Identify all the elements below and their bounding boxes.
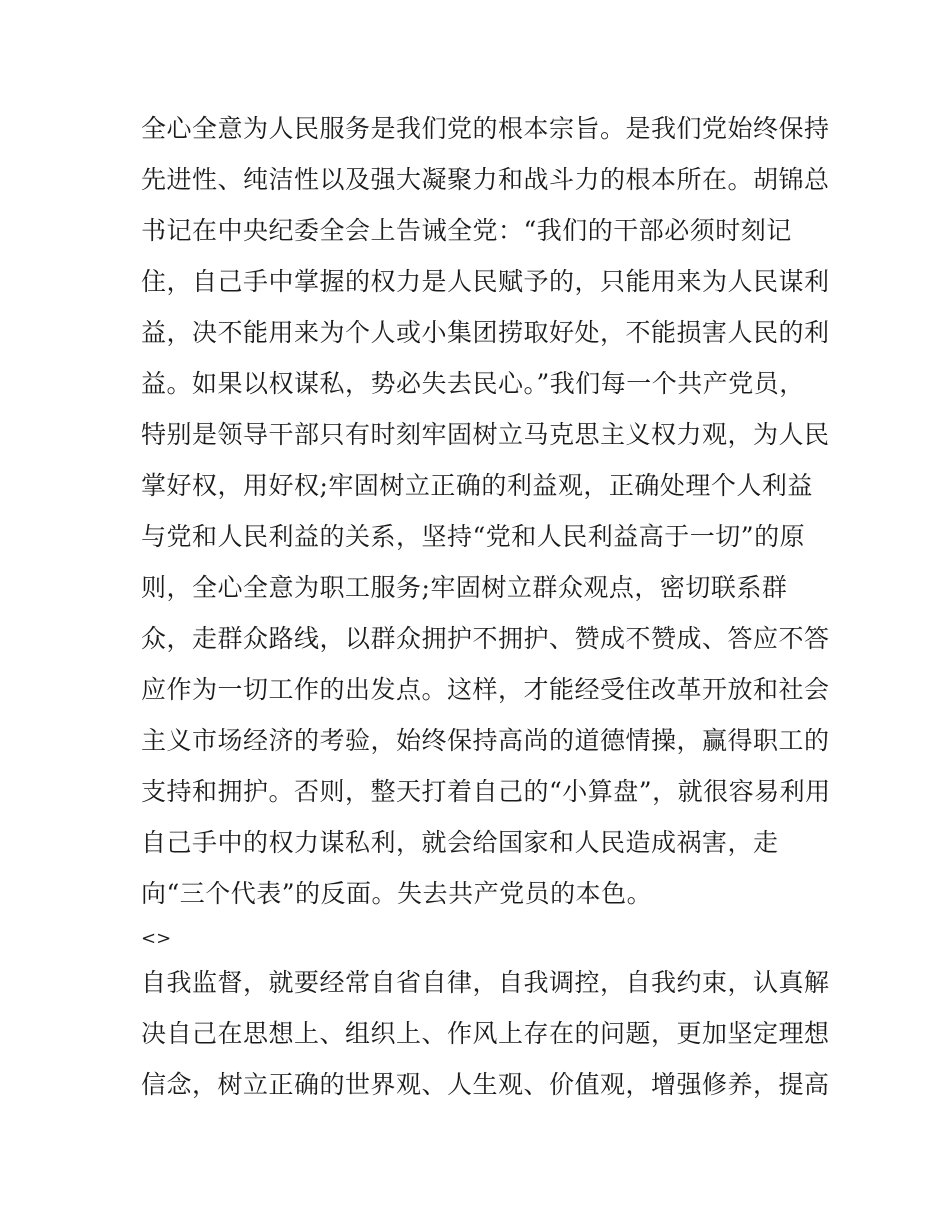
text-line: 信念，树立正确的世界观、人生观、价值观，增强修养，提高 [141,1070,830,1099]
text-line: 支持和拥护。否则，整天打着自己的“小算盘”，就很容易利用 [141,777,831,806]
text-line: 益。如果以权谋私，势必失去民心。”我们每一个共产党员， [141,369,805,398]
text-line: 则，全心全意为职工服务;牢固树立群众观点，密切联系群 [141,573,788,602]
text-line: 益，决不能用来为个人或小集团捞取好处，不能损害人民的利 [141,318,830,347]
text-line: 自我监督，就要经常自省自律，自我调控，自我约束，认真解 [141,968,830,997]
text-line: 与党和人民利益的关系，坚持“党和人民利益高于一切”的原 [141,522,806,551]
text-line: 先进性、纯洁性以及强大凝聚力和战斗力的根本所在。胡锦总 [141,165,830,194]
text-line: 主义市场经济的考验，始终保持高尚的道德情操，赢得职工的 [141,726,830,755]
text-line: 应作为一切工作的出发点。这样，才能经受住改革开放和社会 [141,675,830,704]
text-line: 掌好权，用好权;牢固树立正确的利益观，正确处理个人利益 [141,471,813,500]
text-line: 书记在中央纪委全会上告诫全党：“我们的干部必须时刻记 [141,216,792,245]
section-marker: <> [141,928,172,949]
text-line: 众，走群众路线，以群众拥护不拥护、赞成不赞成、答应不答 [141,624,830,653]
text-line: 住，自己手中掌握的权力是人民赋予的，只能用来为人民谋利 [141,267,830,296]
text-line: 自己手中的权力谋私利，就会给国家和人民造成祸害，走 [141,828,779,857]
text-line: 决自己在思想上、组织上、作风上存在的问题，更加坚定理想 [141,1019,830,1048]
text-line: 全心全意为人民服务是我们党的根本宗旨。是我们党始终保持 [141,114,830,143]
text-line: 向“三个代表”的反面。失去共产党员的本色。 [141,879,653,908]
text-line: 特别是领导干部只有时刻牢固树立马克思主义权力观，为人民 [141,420,830,449]
